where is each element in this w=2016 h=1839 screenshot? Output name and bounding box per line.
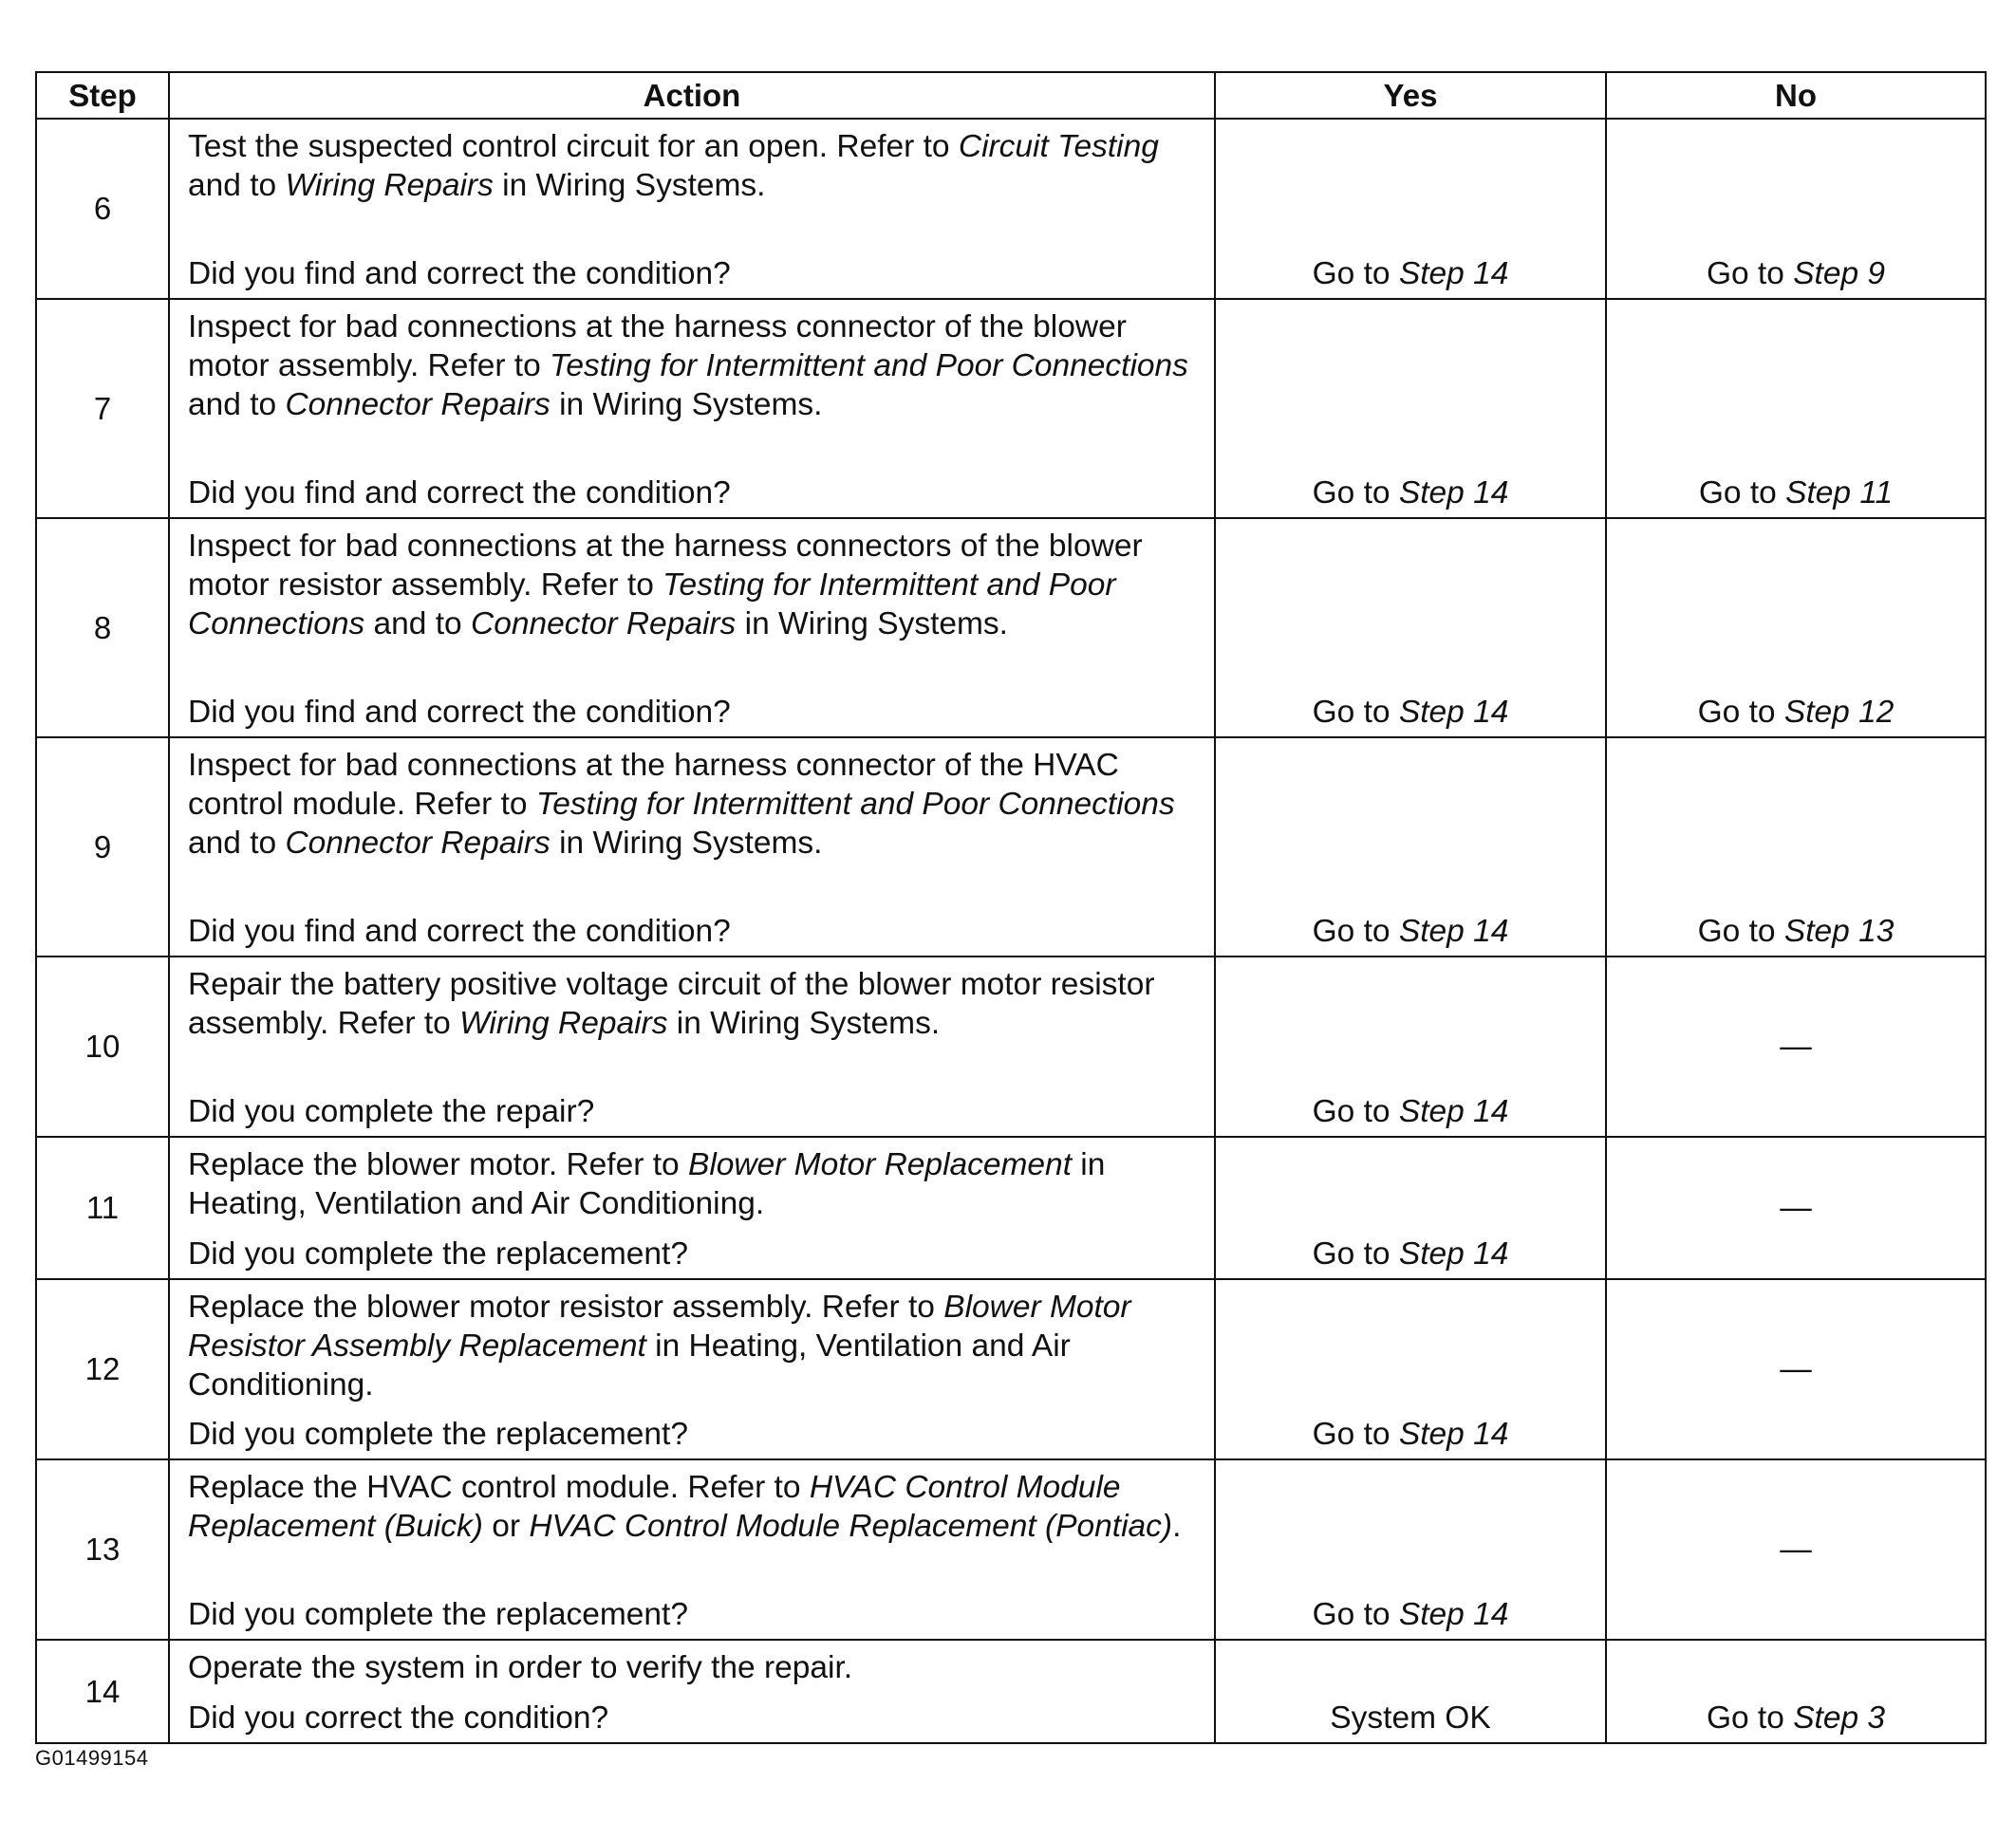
text-run: and to: [188, 387, 286, 422]
reference-link: Step 14: [1398, 1094, 1509, 1129]
text-run: Replace the blower motor resistor assembly. Refer to: [188, 1290, 944, 1325]
no-cell: [1606, 957, 1986, 1137]
reference-link: Wiring Repairs: [459, 1006, 668, 1041]
text-run: Go to: [1706, 1700, 1794, 1736]
text-run: System OK: [1330, 1700, 1491, 1736]
text-run: Operate the system in order to verify the repair.: [188, 1650, 853, 1685]
yes-result: [1216, 1699, 1605, 1737]
action-instruction: [170, 120, 1214, 205]
text-run: in Wiring Systems.: [736, 606, 1008, 641]
step-number: 14: [36, 1640, 169, 1743]
yes-result: [1216, 1092, 1605, 1131]
text-run: Repair the battery positive voltage circuit of the blower motor resistor assembly. Refer to: [188, 967, 1155, 1041]
reference-link: Blower Motor Resistor Assembly Replacement: [188, 1290, 1131, 1364]
text-run: and to: [188, 826, 286, 861]
step-number: 10: [36, 957, 169, 1137]
text-run: in Wiring Systems.: [550, 387, 823, 422]
text-run: Go to: [1312, 1094, 1399, 1129]
reference-link: Step 14: [1398, 1597, 1509, 1632]
text-run: Replace the HVAC control module. Refer to: [188, 1470, 810, 1505]
text-run: Go to: [1697, 695, 1784, 730]
text-run: in Wiring Systems.: [667, 1006, 941, 1041]
reference-link: HVAC Control Module Replacement (Pontiac): [529, 1509, 1173, 1544]
action-instruction: [170, 519, 1214, 643]
no-cell: [1606, 1279, 1986, 1459]
text-run: Go to: [1697, 914, 1784, 949]
no-not-applicable: [1607, 1028, 1985, 1067]
text-run: —: [1780, 1532, 1812, 1568]
text-run: Go to: [1312, 1597, 1399, 1632]
no-cell: [1606, 1640, 1986, 1743]
yes-result: [1216, 1415, 1605, 1454]
yes-cell: [1215, 1640, 1606, 1743]
no-not-applicable: [1607, 1189, 1985, 1228]
action-cell: [169, 957, 1215, 1137]
yes-cell: [1215, 957, 1606, 1137]
text-run: Inspect for bad connections at the harness connector of the HVAC control module. Refer to: [188, 748, 1119, 822]
no-not-applicable: [1607, 1531, 1985, 1570]
action-instruction: [170, 957, 1214, 1043]
reference-link: Step 13: [1783, 914, 1895, 949]
yes-cell: [1215, 1279, 1606, 1459]
step-number: 9: [36, 737, 169, 957]
table-row: [36, 1459, 1986, 1640]
reference-link: Step 14: [1398, 1236, 1509, 1272]
header-step: Step: [36, 72, 169, 119]
no-cell: [1606, 737, 1986, 957]
action-cell: [169, 737, 1215, 957]
text-run: and to: [364, 606, 471, 641]
text-run: —: [1780, 1190, 1812, 1226]
table-row: [36, 1137, 1986, 1279]
reference-link: Circuit Testing: [958, 129, 1159, 164]
table-row: [36, 1279, 1986, 1459]
yes-cell: [1215, 518, 1606, 737]
yes-result: [1216, 912, 1605, 951]
action-question: Did you find and correct the condition?: [188, 475, 731, 511]
step-number: 11: [36, 1137, 169, 1279]
action-question: Did you complete the replacement?: [188, 1236, 688, 1272]
diagnostic-table: [35, 71, 1987, 1744]
reference-link: Testing for Intermittent and Poor Connections: [535, 787, 1175, 822]
text-run: in Wiring Systems.: [550, 826, 823, 861]
table-row: [36, 957, 1986, 1137]
reference-link: Step 12: [1783, 695, 1895, 730]
step-number: 8: [36, 518, 169, 737]
table-row: [36, 299, 1986, 518]
reference-link: Connector Repairs: [285, 387, 551, 422]
reference-link: Step 14: [1398, 914, 1509, 949]
text-run: or: [482, 1509, 530, 1544]
figure-id: G01499154: [35, 1746, 149, 1770]
table-row: [36, 737, 1986, 957]
yes-result: [1216, 474, 1605, 512]
reference-link: Wiring Repairs: [285, 168, 494, 203]
no-cell: [1606, 1137, 1986, 1279]
action-question: Did you find and correct the condition?: [188, 256, 731, 291]
step-number: 7: [36, 299, 169, 518]
table-row: [36, 119, 1986, 299]
reference-link: Testing for Intermittent and Poor Connections: [550, 348, 1188, 383]
action-cell: [169, 1279, 1215, 1459]
action-cell: [169, 1459, 1215, 1640]
text-run: Inspect for bad connections at the harness connector of the blower motor assembly. Refer to: [188, 309, 1127, 383]
text-run: and to: [188, 168, 286, 203]
yes-cell: [1215, 119, 1606, 299]
no-result: [1607, 254, 1985, 293]
text-run: in Wiring Systems.: [493, 168, 766, 203]
text-run: Go to: [1698, 475, 1786, 511]
text-run: Go to: [1312, 914, 1399, 949]
yes-result: [1216, 254, 1605, 293]
text-run: Go to: [1312, 256, 1399, 291]
action-question: Did you correct the condition?: [188, 1700, 609, 1736]
text-run: in Heating, Ventilation and Air Conditioning.: [188, 1328, 1071, 1402]
reference-link: Connector Repairs: [471, 606, 737, 641]
reference-link: HVAC Control Module Replacement (Buick): [188, 1470, 1121, 1544]
text-run: Go to: [1312, 1417, 1399, 1452]
action-cell: [169, 1640, 1215, 1743]
no-result: [1607, 1699, 1985, 1737]
text-run: Go to: [1312, 1236, 1399, 1272]
action-instruction: [170, 1280, 1214, 1404]
action-question: Did you complete the repair?: [188, 1094, 595, 1129]
no-cell: [1606, 119, 1986, 299]
yes-result: [1216, 1235, 1605, 1273]
action-question: Did you complete the replacement?: [188, 1597, 688, 1632]
action-instruction: [170, 1460, 1214, 1546]
text-run: in Heating, Ventilation and Air Conditioning.: [188, 1147, 1106, 1221]
reference-link: Step 14: [1398, 475, 1509, 511]
reference-link: Testing for Intermittent and Poor Connections: [188, 567, 1116, 641]
action-cell: [169, 119, 1215, 299]
table-row: [36, 1640, 1986, 1743]
text-run: Go to: [1706, 256, 1794, 291]
action-question: Did you find and correct the condition?: [188, 914, 731, 949]
action-instruction: [170, 1641, 1214, 1687]
no-result: [1607, 693, 1985, 732]
reference-link: Step 3: [1793, 1700, 1886, 1736]
reference-link: Step 9: [1793, 256, 1886, 291]
yes-result: [1216, 693, 1605, 732]
no-result: [1607, 474, 1985, 512]
text-run: Go to: [1312, 475, 1399, 511]
action-instruction: [170, 1138, 1214, 1223]
reference-link: Step 14: [1398, 1417, 1509, 1452]
action-question: Did you complete the replacement?: [188, 1417, 688, 1452]
action-instruction: [170, 300, 1214, 424]
reference-link: Step 14: [1398, 695, 1509, 730]
yes-cell: [1215, 1137, 1606, 1279]
text-run: .: [1172, 1509, 1182, 1544]
reference-link: Step 14: [1398, 256, 1509, 291]
header-action: Action: [169, 72, 1215, 119]
table-row: [36, 518, 1986, 737]
header-yes: Yes: [1215, 72, 1606, 119]
no-cell: [1606, 518, 1986, 737]
action-question: Did you find and correct the condition?: [188, 695, 731, 730]
action-instruction: [170, 738, 1214, 863]
step-number: 6: [36, 119, 169, 299]
reference-link: Step 11: [1785, 475, 1894, 511]
no-cell: [1606, 1459, 1986, 1640]
text-run: Replace the blower motor. Refer to: [188, 1147, 688, 1182]
text-run: Test the suspected control circuit for an open. Refer to: [188, 129, 959, 164]
reference-link: Connector Repairs: [285, 826, 551, 861]
yes-cell: [1215, 1459, 1606, 1640]
reference-link: Blower Motor Replacement: [687, 1147, 1072, 1182]
step-number: 12: [36, 1279, 169, 1459]
yes-result: [1216, 1595, 1605, 1634]
no-result: [1607, 912, 1985, 951]
text-run: —: [1780, 1029, 1812, 1065]
text-run: —: [1780, 1351, 1812, 1387]
action-cell: [169, 518, 1215, 737]
no-cell: [1606, 299, 1986, 518]
text-run: Go to: [1312, 695, 1399, 730]
header-no: No: [1606, 72, 1986, 119]
yes-cell: [1215, 737, 1606, 957]
action-cell: [169, 1137, 1215, 1279]
yes-cell: [1215, 299, 1606, 518]
step-number: 13: [36, 1459, 169, 1640]
action-cell: [169, 299, 1215, 518]
text-run: Inspect for bad connections at the harness connectors of the blower motor resistor assembly. Refer to: [188, 529, 1143, 603]
header-row: [36, 72, 1986, 119]
no-not-applicable: [1607, 1350, 1985, 1389]
